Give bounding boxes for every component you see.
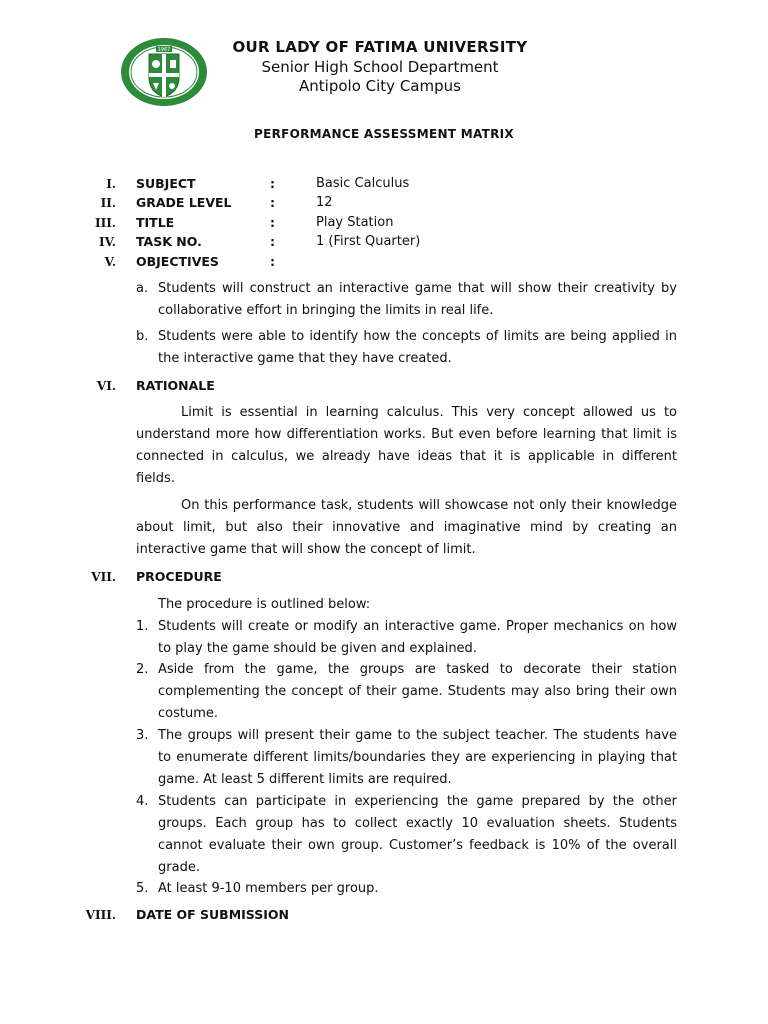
university-name: OUR LADY OF FATIMA UNIVERSITY (232, 38, 528, 56)
step-marker: 5. (136, 881, 149, 896)
step-marker: 2. (136, 662, 149, 677)
rationale-paragraph: On this performance task, students will showcase not only their knowledge about limit, but also their innovative and imaginative mind by creating an interactive game that will show the concept of limit. (136, 498, 677, 557)
procedure-intro: The procedure is outlined below: (158, 597, 371, 612)
grade-level-colon: : (270, 195, 275, 210)
step-marker: 3. (136, 728, 149, 743)
subject-value: Basic Calculus (316, 176, 410, 191)
step-marker: 1. (136, 619, 149, 634)
step-marker: 4. (136, 794, 149, 809)
objectives-colon: : (270, 254, 275, 269)
objective-text: Students were able to identify how the concepts of limits are being applied in the interactive game that they have created. (158, 329, 677, 366)
submission-heading: DATE OF SUBMISSION (136, 907, 289, 922)
step-text: The groups will present their game to the subject teacher. The students have to enumerate different limits/boundaries they are experiencing in playing that game. At least 5 different limits are required. (158, 728, 677, 787)
grade-level-label: GRADE LEVEL (136, 195, 232, 210)
objective-item (136, 326, 677, 370)
procedure-step (136, 878, 677, 900)
section-number-4: IV. (98, 235, 116, 249)
objective-marker: a. (136, 281, 149, 296)
procedure-heading: PROCEDURE (136, 569, 222, 584)
section-number-8: VIII. (85, 908, 116, 922)
task-no-value: 1 (First Quarter) (316, 234, 421, 249)
procedure-step (136, 791, 677, 879)
section-number-5: V. (104, 255, 116, 269)
procedure-step (136, 725, 677, 791)
section-number-6: VI. (96, 379, 116, 393)
campus-name: Antipolo City Campus (299, 77, 461, 95)
step-text: Students will create or modify an interactive game. Proper mechanics on how to play the game should be given and explained. (158, 619, 677, 656)
objective-item (136, 278, 677, 322)
section-number-3: III. (94, 216, 116, 230)
subject-label: SUBJECT (136, 176, 196, 191)
section-number-7: VII. (91, 570, 116, 584)
section-number-2: II. (100, 196, 116, 210)
title-colon: : (270, 215, 275, 230)
procedure-step (136, 659, 677, 725)
title-label: TITLE (136, 215, 175, 230)
procedure-step (136, 616, 677, 660)
task-no-colon: : (270, 234, 275, 249)
rationale-heading: RATIONALE (136, 378, 215, 393)
subject-colon: : (270, 176, 275, 191)
title-value: Play Station (316, 215, 394, 230)
objective-text: Students will construct an interactive game that will show their creativity by collaborative effort in bringing the limits in real life. (158, 281, 677, 318)
objective-marker: b. (136, 329, 149, 344)
step-text: Students can participate in experiencing the game prepared by the other groups. Each group has to collect exactly 10 evaluation sheets. Students cannot evaluate their own group. Customer’s feedback is 10% of the overall grade. (158, 794, 677, 875)
department-name: Senior High School Department (261, 58, 499, 76)
step-text: At least 9-10 members per group. (158, 881, 379, 896)
seal-year: 1967 (157, 47, 171, 53)
rationale-paragraph: Limit is essential in learning calculus. This very concept allowed us to understand more how differentiation works. But even before learning that limit is connected in calculus, we already have ideas that it is applicable in different fields. (136, 405, 677, 486)
task-no-label: TASK NO. (136, 234, 202, 249)
step-text: Aside from the game, the groups are tasked to decorate their station complementing the concept of their game. Students may also bring their own costume. (158, 662, 677, 721)
document-title: PERFORMANCE ASSESSMENT MATRIX (254, 127, 514, 141)
section-number-1: I. (106, 177, 116, 191)
objectives-label: OBJECTIVES (136, 254, 219, 269)
grade-level-value: 12 (316, 195, 333, 210)
